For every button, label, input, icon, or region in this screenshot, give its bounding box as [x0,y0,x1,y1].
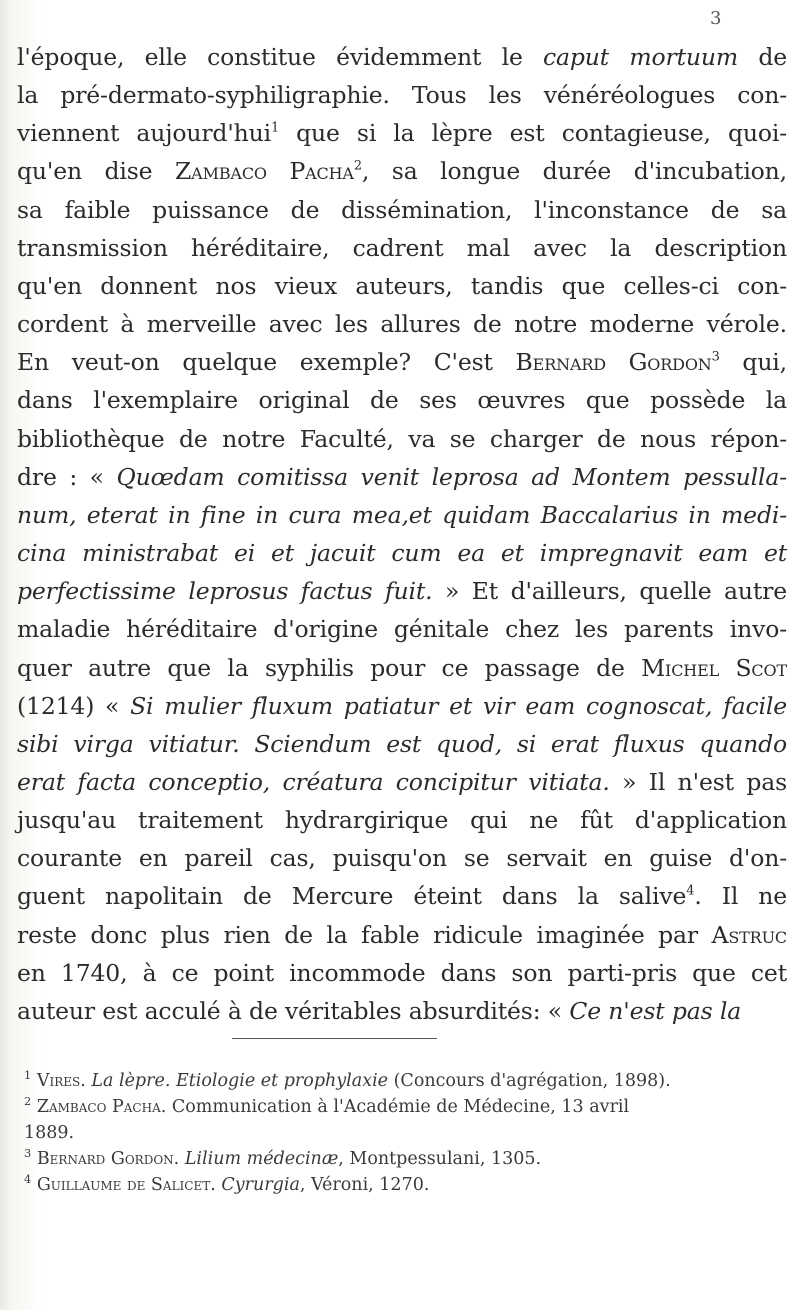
text-run: qu'en dise [17,157,175,186]
italic-text: caput mortuum [543,43,739,71]
footnote-line [24,1068,734,1094]
italic-text: num, eterat in fine in cura mea,et quidam Baccalarius in medi- [17,500,787,529]
text-run: auteur est acculé à de véritables absurdités: « [17,996,570,1025]
author-name: Bernard Gordon [515,348,712,377]
italic-text: Lilium médecinæ [184,1149,339,1169]
footnote-separator [232,1038,437,1039]
text-line [17,267,787,305]
text-run: sa faible puissance de dissémination, l'inconstance de sa [17,195,787,224]
text-run: » Il n'est pas [609,767,787,796]
italic-text: Ce n'est pas la [569,996,742,1025]
text-line [17,725,787,763]
text-line [17,916,787,954]
text-line [17,191,787,229]
text-line [17,496,787,534]
author-name: Guillaume de Saliceт [36,1175,211,1195]
italic-text: La lèpre. Etiologie et prophylaxie [91,1071,389,1091]
author-name: Bernard Gordon [36,1149,174,1169]
text-line [17,114,787,152]
text-run: dans l'exemplaire original de ses œuvres que possède la [17,386,787,415]
footnote-reference: 1 [24,1068,32,1083]
author-name: Astruc [711,920,787,949]
text-run: transmission héréditaire, cadrent mal avec la description [17,233,787,262]
italic-text: erat facta conceptio, créatura concipitur vitiata. [17,767,610,796]
main-text [17,38,787,1030]
text-run: 1889. [24,1123,75,1143]
text-line [17,458,787,496]
footnote-line [24,1146,734,1172]
footnote-line [24,1120,734,1146]
footnote-reference: 1 [270,120,280,136]
text-line [17,229,787,267]
footnote-line [24,1172,734,1198]
text-run: . [173,1149,185,1169]
text-run: cordent à merveille avec les allures de notre moderne vérole. [17,310,787,339]
italic-text: sibi virga vitiatur. Sciendum est quod, si erat fluxus quando [17,729,787,758]
text-line [17,76,787,114]
footnote-reference: 4 [24,1172,32,1187]
text-line [17,954,787,992]
text-run: reste donc plus rien de la fable ridicule imaginée par [17,920,712,949]
text-run: courante en pareil cas, puisqu'on se servait en guise d'on- [17,844,787,873]
italic-text: Quœdam comitissa venit leprosa ad Montem pessulla- [116,462,787,491]
text-run: qu'en donnent nos vieux auteurs, tandis que celles-ci con- [17,271,787,300]
text-run: l'époque, elle constitue évidemment le [17,43,544,71]
text-run: En veut-on quelque exemple? C'est [17,348,516,377]
page-number: 3 [710,8,722,29]
text-line [17,763,787,801]
text-line [17,992,787,1030]
text-run: . [210,1175,222,1195]
text-line [17,610,787,648]
text-line [17,687,787,725]
text-line [17,343,787,381]
text-run: » Et d'ailleurs, quelle autre [432,577,787,606]
text-run: guent napolitain de Mercure éteint dans la salive [17,882,687,911]
text-run: la pré-dermato-syphiligraphie. Tous les vénéréologues con- [17,81,787,110]
text-line [17,801,787,839]
text-run: , sa longue durée d'incubation, [361,157,787,186]
text-line [17,152,787,190]
text-line [17,38,787,76]
italic-text: Cyrurgia [221,1175,300,1195]
text-run: . [80,1071,92,1091]
text-run: , Montpessulani, 1305. [338,1149,542,1169]
author-name: Vires [36,1071,81,1091]
footnotes [24,1068,734,1198]
footnote-reference: 4 [686,883,695,899]
author-name: Zambaco Pacha [175,157,354,186]
text-run: dre : « [17,462,117,491]
footnote-line [24,1094,734,1120]
footnote-reference: 2 [24,1094,32,1109]
text-line [17,420,787,458]
text-run: bibliothèque de notre Faculté, va se charger de nous répon- [17,424,787,453]
text-run: , Véroni, 1270. [299,1175,430,1195]
text-line [17,877,787,915]
text-run: que si la lèpre est contagieuse, quoi- [279,119,787,148]
footnote-reference: 2 [353,158,362,174]
author-name: Michel Scot [641,653,787,682]
text-line [17,534,787,572]
text-run: de [738,43,787,71]
text-run: quer autre que la syphilis pour ce passage de [17,653,642,682]
author-name: Zambaco Pacha [36,1097,161,1117]
text-line [17,381,787,419]
italic-text: cina ministrabat ei et jacuit cum ea et impregnavit eam et [17,539,787,568]
italic-text: Si mulier fluxum patiatur et vir eam cognoscat, facile [130,691,787,720]
italic-text: perfectissime leprosus factus fuit. [17,577,433,606]
text-run: qui, [719,348,787,377]
text-line [17,572,787,610]
footnote-reference: 3 [711,349,720,365]
footnote-reference: 3 [24,1146,32,1161]
text-run: . Communication à l'Académie de Médecine, 13 avril [160,1097,630,1117]
text-line [17,305,787,343]
text-run: (Concours d'agrégation, 1898). [388,1071,671,1091]
text-line [17,649,787,687]
text-run: en 1740, à ce point incommode dans son parti-pris que cet [17,958,787,987]
text-run: viennent aujourd'hui [17,119,271,148]
text-run: jusqu'au traitement hydrargirique qui ne fût d'application [17,806,787,835]
text-line [17,839,787,877]
text-run: maladie héréditaire d'origine génitale chez les parents invo- [17,615,787,644]
text-run: (1214) « [17,691,131,720]
text-run: . Il ne [694,882,787,911]
